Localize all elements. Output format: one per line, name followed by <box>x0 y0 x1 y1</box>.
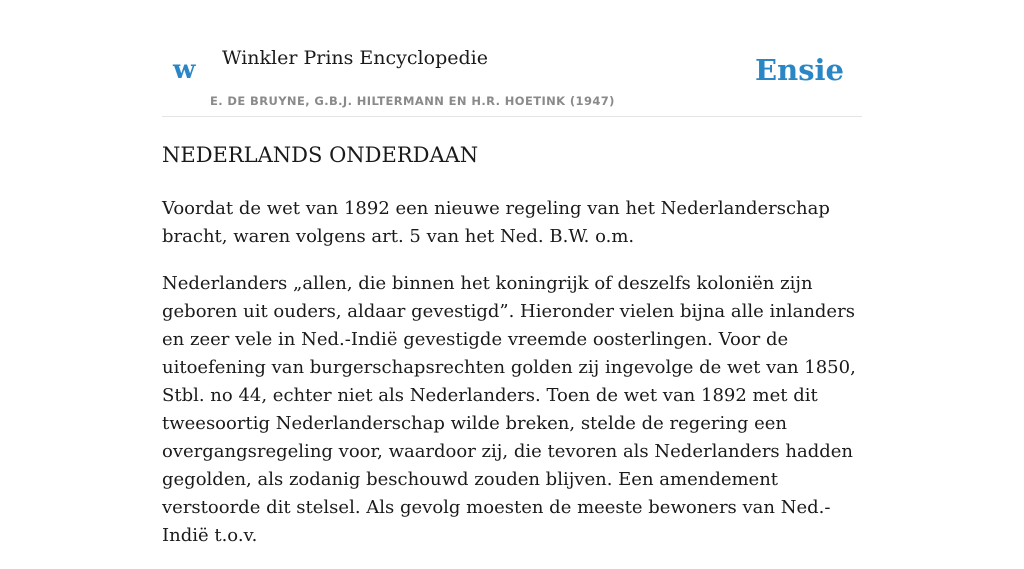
article-title: NEDERLANDS ONDERDAAN <box>162 143 479 167</box>
site-header <box>162 40 862 117</box>
article-paragraph: Voordat de wet van 1892 een nieuwe regeling van het Nederlanderschap bracht, waren volgens art. 5 van het Ned. B.W. o.m. <box>162 198 830 247</box>
article-paragraph: Nederlanders „allen, die binnen het koningrijk of deszelfs koloniën zijn geboren uit ouders, aldaar gevestigd”. Hieronder vielen bijna alle inlanders en zeer vele in Ned.-Indië gevestigde vreemde oosterlingen. Voor de uitoefening van burgerschapsrechten golden zij ingevolge de wet van 1850, Stbl. no 44, echter niet als Nederlanders. Toen de wet van 1892 met dit tweesoortig Nederlanderschap wilde breken, stelde de regering een overgangsregeling voor, waardoor zij, die tevoren als Nederlanders hadden gegolden, als zodanig beschouwd zouden blijven. Een amendement verstoorde dit stelsel. Als gevolg moesten de meeste bewoners van Ned.-Indië t.o.v. <box>162 273 856 546</box>
site-title[interactable]: Winkler Prins Encyclopedie <box>222 47 488 69</box>
brand-logo[interactable]: Ensie <box>755 53 844 87</box>
site-authors: E. DE BRUYNE, G.B.J. HILTERMANN EN H.R. HOETINK (1947) <box>210 94 615 108</box>
site-logo[interactable]: w <box>173 55 196 85</box>
article <box>162 138 872 569</box>
